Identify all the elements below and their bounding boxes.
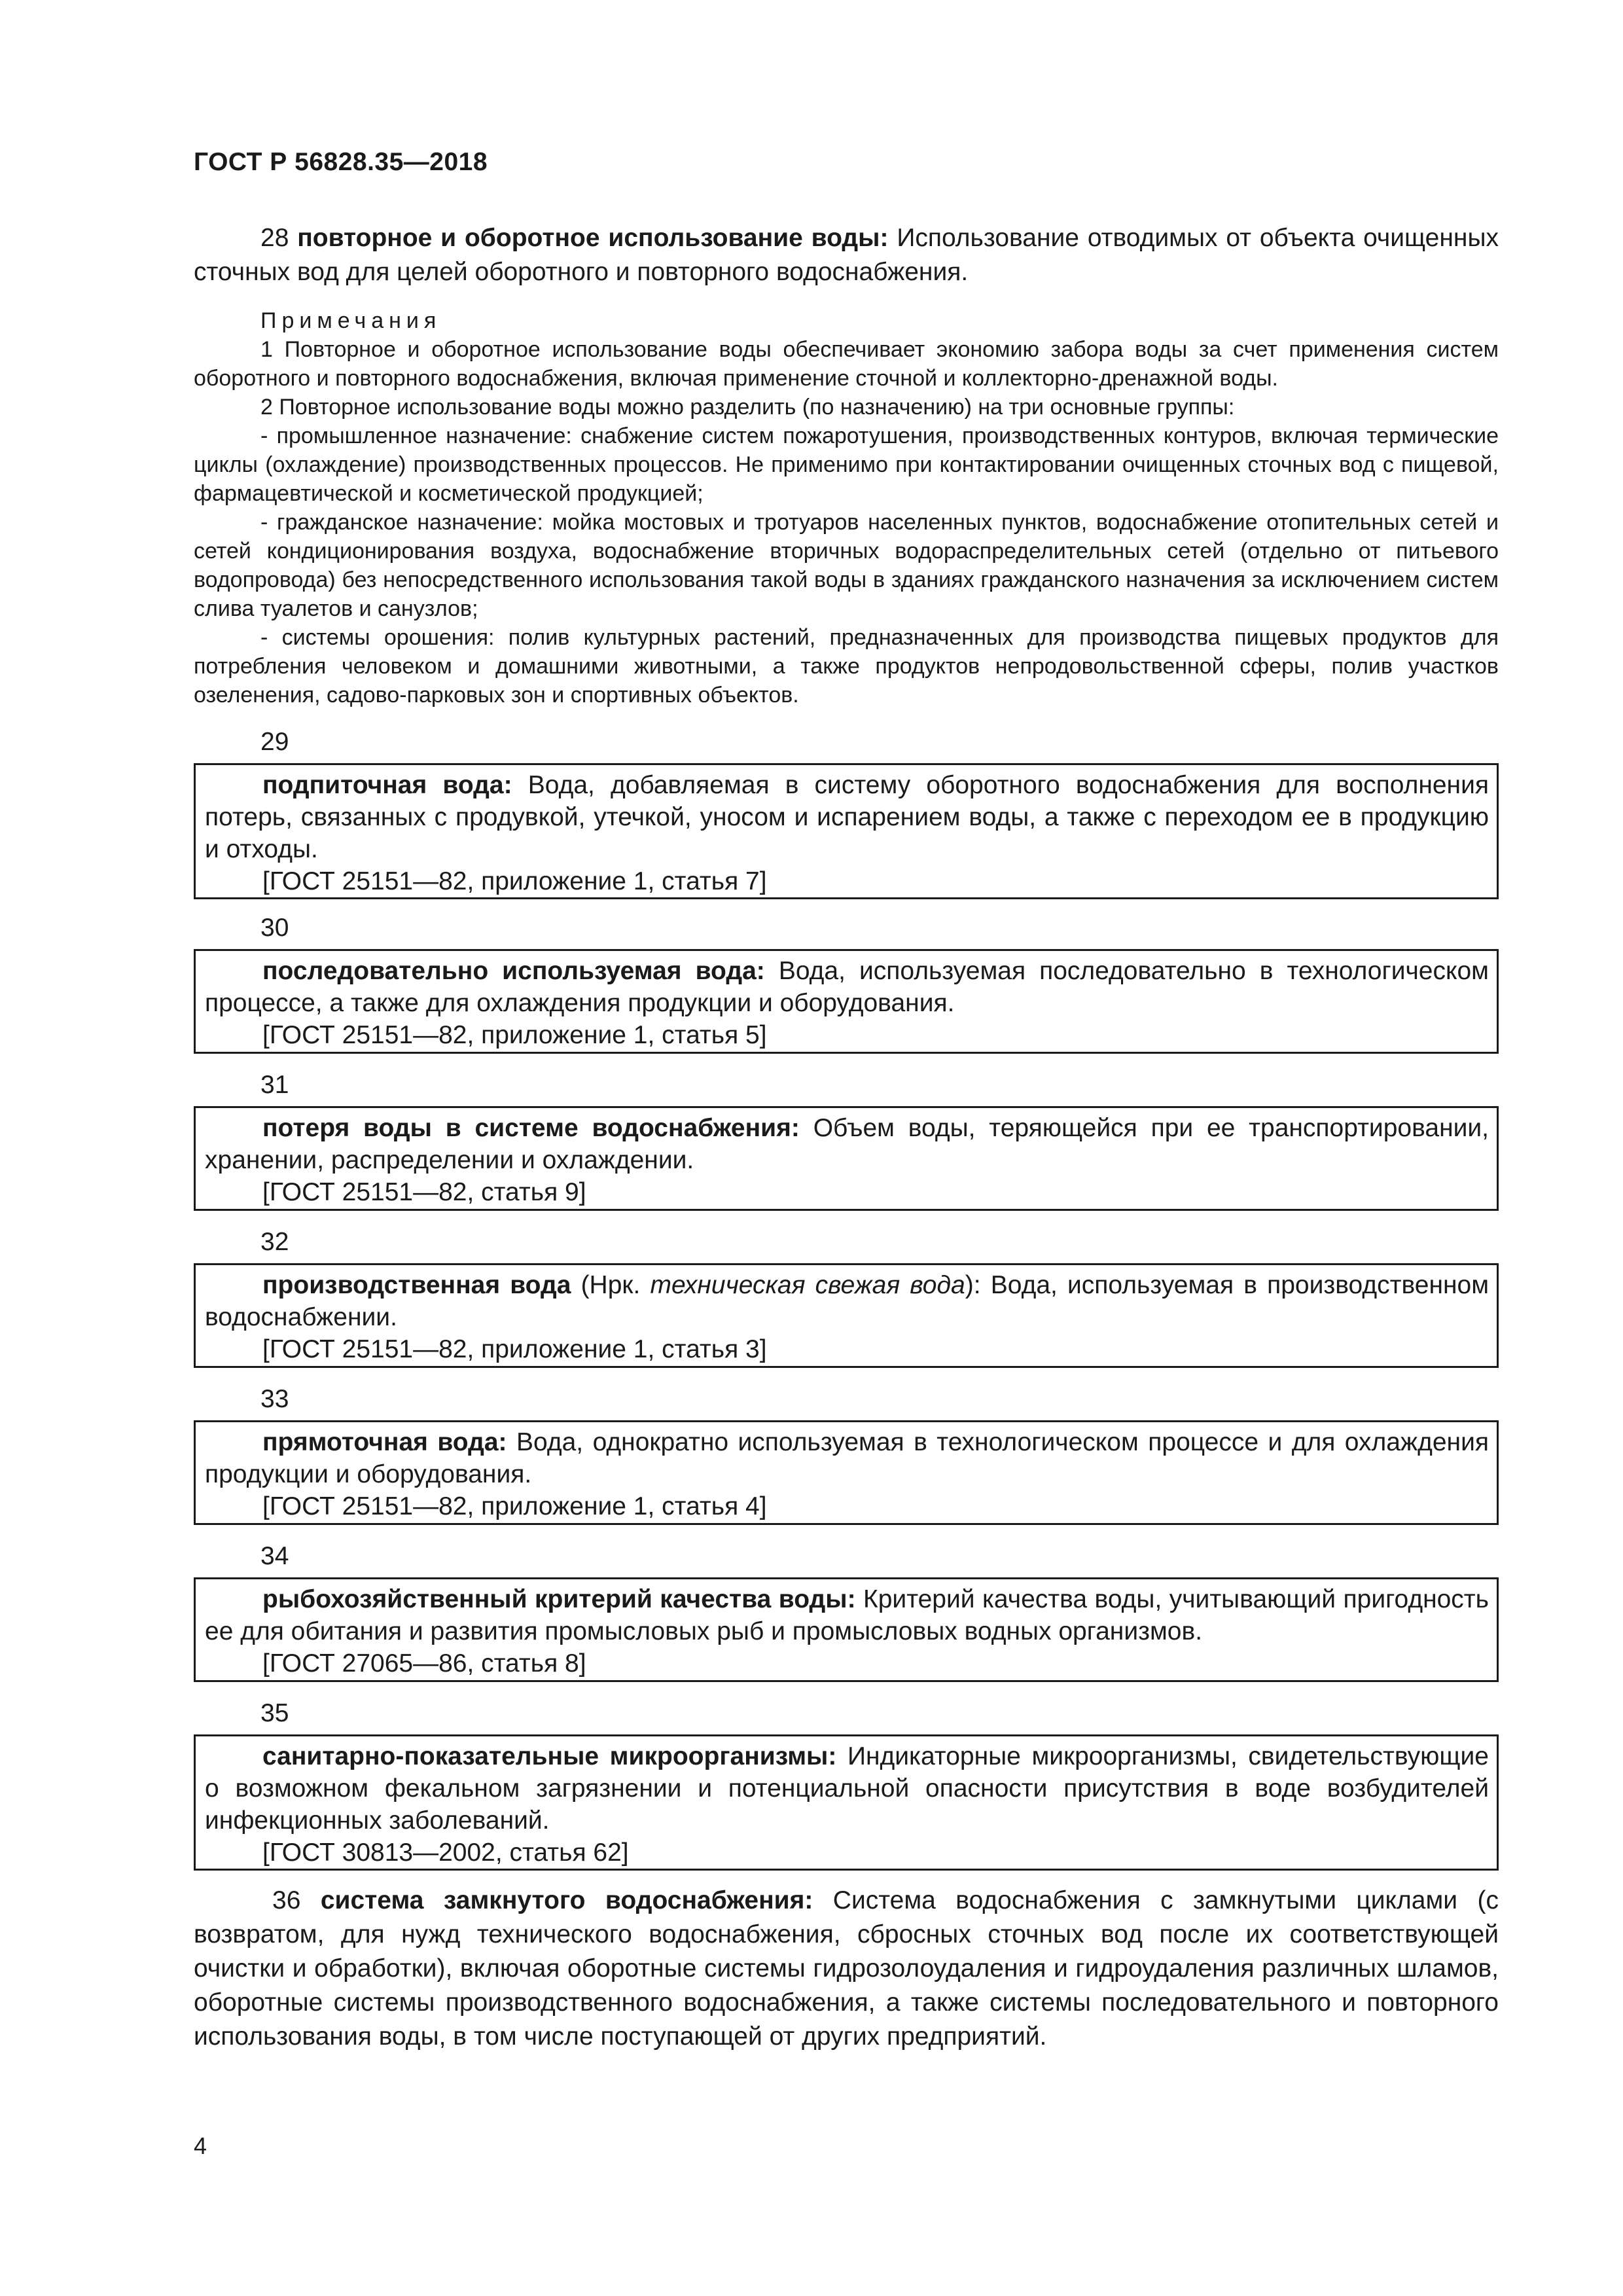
term-31-name: потеря воды в системе водоснабжения:	[262, 1114, 800, 1142]
term-35-number: 35	[260, 1699, 289, 1727]
term-35-definition: Индикаторные микроорганизмы, свидетельствующие о возможном фекальном загрязнении и потенциальной опасности присутствия в воде возбудителей инфекционных заболеваний.	[205, 1742, 1489, 1835]
term-30-box	[194, 949, 1499, 1054]
term-33-number: 33	[260, 1385, 289, 1413]
note-2: 2 Повторное использование воды можно разделить (по назначению) на три основные группы:	[260, 395, 1235, 420]
term-32-deprecated-term: техническая свежая вода	[650, 1271, 965, 1299]
term-29-definition: Вода, добавляемая в систему оборотного водоснабжения для восполнения потерь, связанных с продувкой, утечкой, уносом и испарением воды, а также с переходом ее в продукцию и отходы.	[205, 771, 1489, 863]
term-34-box	[194, 1577, 1499, 1682]
term-32-box	[194, 1263, 1499, 1368]
term-29-number: 29	[260, 728, 289, 756]
term-29-name: подпиточная вода:	[262, 771, 512, 799]
term-32-name: производственная вода	[262, 1271, 571, 1299]
term-32-definition: Вода, используемая в производственном водоснабжении.	[205, 1271, 1489, 1331]
term-28-notes	[194, 306, 1499, 709]
term-28-definition: Использование отводимых от объекта очищенных сточных вод для целей оборотного и повторного водоснабжения.	[194, 224, 1499, 286]
document-header: ГОСТ Р 56828.35—2018	[194, 148, 488, 176]
term-36-definition: Система водоснабжения с замкнутыми циклами (с возвратом, для нужд технического водоснабжения, сбросных сточных вод после их соответствующей очистки и обработки), включая оборотные системы гидрозолоудаления и гидроудаления различных шламов, оборотные системы производственного водоснабжения, а также системы последовательного и повторного использования воды, в том числе поступающей от других предприятий.	[194, 1886, 1499, 2051]
document-page	[194, 0, 1501, 2296]
note-2-irrigation: - системы орошения: полив культурных растений, предназначенных для производства пищевых продуктов для потребления человеком и домашними животными, а также продуктов непродовольственной сферы, полив участков озеленения, садово-парковых зон и спортивных объектов.	[194, 625, 1499, 708]
term-34-source: [ГОСТ 27065—86, статья 8]	[262, 1649, 586, 1677]
note-1: 1 Повторное и оборотное использование воды обеспечивает экономию забора воды за счет применения систем оборотного и повторного водоснабжения, включая применение сточной и коллекторно-дренажной воды.	[194, 337, 1499, 391]
term-29-box	[194, 763, 1499, 899]
term-31-box	[194, 1106, 1499, 1211]
term-32-deprecated-suffix: ):	[965, 1271, 981, 1299]
term-32-number: 32	[260, 1228, 289, 1256]
term-36-number: 36	[272, 1886, 301, 1914]
term-32-deprecated-prefix: (Нрк.	[580, 1271, 641, 1299]
page-number: 4	[194, 2132, 207, 2159]
term-36-name: система замкнутого водоснабжения:	[320, 1886, 813, 1914]
term-34-name: рыбохозяйственный критерий качества воды:	[262, 1585, 856, 1613]
term-30-definition: Вода, используемая последовательно в технологическом процессе, а также для охлаждения продукции и оборудования.	[205, 957, 1489, 1017]
note-2-civil: - гражданское назначение: мойка мостовых и тротуаров населенных пунктов, водоснабжение отопительных сетей и сетей кондиционирования воздуха, водоснабжение вторичных водораспределительных сетей (отдельно от питьевого водопровода) без непосредственного использования такой воды в зданиях гражданского назначения за исключением систем слива туалетов и санузлов;	[194, 510, 1499, 621]
term-30-number: 30	[260, 914, 289, 942]
term-36	[194, 1884, 1499, 2054]
term-33-definition: Вода, однократно используемая в технологическом процессе и для охлаждения продукции и оборудования.	[205, 1428, 1489, 1488]
term-34-number: 34	[260, 1542, 289, 1570]
term-33-box	[194, 1420, 1499, 1525]
term-35-box	[194, 1734, 1499, 1871]
term-28-paragraph	[194, 221, 1499, 289]
term-31-definition: Объем воды, теряющейся при ее транспортировании, хранении, распределении и охлаждении.	[205, 1114, 1489, 1174]
term-35-name: санитарно-показательные микроорганизмы:	[262, 1742, 837, 1770]
notes-title: Примечания	[260, 308, 442, 333]
term-35-source: [ГОСТ 30813—2002, статья 62]	[262, 1839, 629, 1867]
term-33-name: прямоточная вода:	[262, 1428, 507, 1456]
note-2-industrial: - промышленное назначение: снабжение систем пожаротушения, производственных контуров, включая термические циклы (охлаждение) производственных процессов. Не применимо при контактировании очищенных сточных вод с пищевой, фармацевтической и косметической продукцией;	[194, 423, 1499, 506]
term-28-name: повторное и оборотное использование воды:	[297, 224, 889, 252]
term-30-source: [ГОСТ 25151—82, приложение 1, статья 5]	[262, 1021, 767, 1049]
term-30-name: последовательно используемая вода:	[262, 957, 765, 985]
term-33-source: [ГОСТ 25151—82, приложение 1, статья 4]	[262, 1492, 767, 1520]
term-28	[194, 221, 1499, 289]
term-31-source: [ГОСТ 25151—82, статья 9]	[262, 1178, 586, 1206]
term-31-number: 31	[260, 1071, 289, 1099]
term-28-number: 28	[260, 224, 289, 252]
term-34-definition: Критерий качества воды, учитывающий пригодность ее для обитания и развития промысловых рыб и промысловых водных организмов.	[205, 1585, 1489, 1645]
term-32-source: [ГОСТ 25151—82, приложение 1, статья 3]	[262, 1335, 767, 1363]
term-29-source: [ГОСТ 25151—82, приложение 1, статья 7]	[262, 867, 767, 895]
